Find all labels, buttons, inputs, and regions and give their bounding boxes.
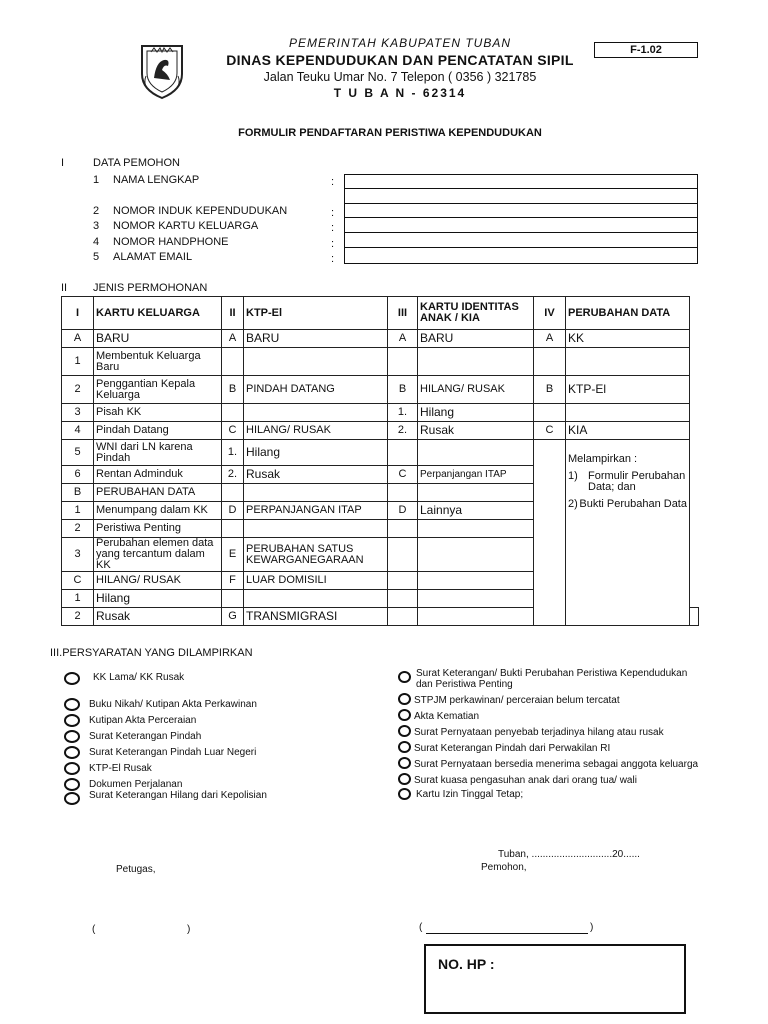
- col-header-perubahan: PERUBAHAN DATA: [566, 297, 690, 330]
- empty-cell: [244, 484, 388, 502]
- empty-cell: [534, 608, 566, 626]
- kia-option[interactable]: Perpanjangan ITAP: [418, 466, 534, 484]
- col-num-perubahan: IV: [534, 297, 566, 330]
- melampirkan-text: Bukti Perubahan Data: [579, 498, 687, 510]
- kk-num: C: [62, 572, 94, 590]
- empty-cell: [222, 484, 244, 502]
- requirement-right: Surat kuasa pengasuhan anak dari orang tua/ wali: [414, 775, 637, 786]
- melampirkan-cell: [566, 440, 690, 626]
- tuban-emblem-icon: [138, 40, 186, 100]
- ktp-option[interactable]: Hilang: [244, 440, 388, 466]
- kia-option[interactable]: HILANG/ RUSAK: [418, 376, 534, 404]
- col-num-kk: I: [62, 297, 94, 330]
- empty-cell: [534, 484, 566, 502]
- kk-num: 1: [62, 502, 94, 520]
- ktp-option[interactable]: PINDAH DATANG: [244, 376, 388, 404]
- nik-input[interactable]: [344, 203, 698, 218]
- ktp-option[interactable]: HILANG/ RUSAK: [244, 422, 388, 440]
- requirement-right: Surat Keterangan Pindah dari Perwakilan RI: [414, 743, 611, 754]
- col-header-ktp: KTP-El: [244, 297, 388, 330]
- kk-num: 3: [62, 404, 94, 422]
- ktp-num: B: [222, 376, 244, 404]
- field-label-kk-number: NOMOR KARTU KELUARGA: [113, 220, 259, 232]
- melampirkan-text: Formulir Perubahan Data; dan: [588, 470, 686, 493]
- kk-number-input[interactable]: [344, 218, 698, 233]
- requirement-left: Dokumen Perjalanan: [89, 779, 183, 790]
- empty-cell: [418, 538, 534, 572]
- empty-cell: [418, 520, 534, 538]
- empty-cell: [388, 484, 418, 502]
- ktp-option[interactable]: PERPANJANGAN ITAP: [244, 502, 388, 520]
- signature-date: Tuban, .............................20......: [498, 849, 640, 860]
- empty-cell: [566, 404, 690, 422]
- empty-cell: [690, 608, 699, 626]
- kk-option[interactable]: Pisah KK: [94, 404, 222, 422]
- ktp-option[interactable]: BARU: [244, 330, 388, 348]
- checkbox-circle[interactable]: [398, 757, 411, 769]
- checkbox-circle[interactable]: [64, 730, 80, 743]
- field-label-full-name: NAMA LENGKAP: [113, 174, 200, 186]
- kk-num: 1: [62, 590, 94, 608]
- kk-option[interactable]: Rusak: [94, 608, 222, 626]
- checkbox-circle[interactable]: [64, 762, 80, 775]
- colon: :: [331, 222, 335, 234]
- kk-option[interactable]: Hilang: [94, 590, 222, 608]
- field-num-5: 5: [93, 251, 100, 263]
- kia-num: 2.: [388, 422, 418, 440]
- section2-roman: II: [61, 282, 68, 294]
- empty-cell: [534, 520, 566, 538]
- empty-cell: [534, 440, 566, 466]
- checkbox-circle[interactable]: [398, 773, 411, 785]
- checkbox-circle[interactable]: [398, 709, 411, 721]
- kia-option[interactable]: Lainnya: [418, 502, 534, 520]
- ktp-num: F: [222, 572, 244, 590]
- signature-petugas-label: Petugas,: [116, 864, 156, 875]
- checkbox-circle[interactable]: [398, 788, 411, 800]
- kia-num: 1.: [388, 404, 418, 422]
- section3-title: III.PERSYARATAN YANG DILAMPIRKAN: [50, 647, 253, 659]
- requirement-left: Kutipan Akta Perceraian: [89, 715, 197, 726]
- empty-cell: [418, 572, 534, 590]
- field-num-4: 4: [93, 236, 100, 248]
- kk-option[interactable]: WNI dari LN karena Pindah: [94, 440, 222, 466]
- melampirkan-num: 1): [568, 470, 578, 482]
- kk-option[interactable]: Rentan Adminduk: [94, 466, 222, 484]
- empty-cell: [222, 404, 244, 422]
- field-num-1: 1: [93, 174, 100, 186]
- colon: :: [331, 176, 335, 188]
- kk-num: B: [62, 484, 94, 502]
- checkbox-circle[interactable]: [398, 671, 411, 683]
- perubahan-num: C: [534, 422, 566, 440]
- kia-num: A: [388, 330, 418, 348]
- pemohon-open-paren: (: [419, 922, 423, 933]
- kia-option[interactable]: Rusak: [418, 422, 534, 440]
- email-input[interactable]: [344, 248, 698, 264]
- checkbox-circle[interactable]: [64, 746, 80, 759]
- header-agency: DINAS KEPENDUDUKAN DAN PENCATATAN SIPIL: [226, 52, 574, 68]
- ktp-option[interactable]: TRANSMIGRASI: [244, 608, 388, 626]
- melampirkan-item: [568, 499, 687, 510]
- kk-num: 3: [62, 538, 94, 572]
- kk-num: 2: [62, 376, 94, 404]
- empty-cell: [534, 502, 566, 520]
- kk-num: 4: [62, 422, 94, 440]
- kia-option[interactable]: BARU: [418, 330, 534, 348]
- kk-option[interactable]: Peristiwa Penting: [94, 520, 222, 538]
- empty-cell: [418, 348, 534, 376]
- phone-number-label: NO. HP :: [438, 956, 495, 972]
- ktp-option[interactable]: Rusak: [244, 466, 388, 484]
- handphone-input[interactable]: [344, 233, 698, 248]
- field-num-2: 2: [93, 205, 100, 217]
- ktp-num: G: [222, 608, 244, 626]
- ktp-option[interactable]: PERUBAHAN SATUS KEWARGANEGARAAN: [244, 538, 388, 572]
- empty-cell: [534, 348, 566, 376]
- perubahan-num: A: [534, 330, 566, 348]
- kk-option[interactable]: Membentuk Keluarga Baru: [94, 348, 222, 376]
- petugas-open-paren: (: [92, 924, 96, 935]
- empty-cell: [534, 572, 566, 590]
- checkbox-circle[interactable]: [398, 725, 411, 737]
- perubahan-option[interactable]: KTP-El: [566, 376, 690, 404]
- perubahan-option[interactable]: KIA: [566, 422, 690, 440]
- requirement-left: KTP-El Rusak: [89, 763, 152, 774]
- empty-cell: [222, 348, 244, 376]
- requirement-left: Surat Keterangan Pindah: [89, 731, 202, 742]
- requirement-right: Surat Keterangan/ Bukti Perubahan Peristiwa Kependudukan dan Peristiwa Penting: [416, 668, 688, 690]
- petugas-close-paren: ): [187, 924, 191, 935]
- empty-cell: [418, 608, 534, 626]
- requirement-right: Akta Kematian: [414, 711, 480, 722]
- empty-cell: [388, 608, 418, 626]
- ktp-num: 1.: [222, 440, 244, 466]
- pemohon-close-paren: ): [590, 922, 594, 933]
- kk-option[interactable]: Perubahan elemen data yang tercantum dalam KK: [94, 538, 222, 572]
- header-city: T U B A N - 62314: [333, 86, 467, 100]
- kk-option[interactable]: Menumpang dalam KK: [94, 502, 222, 520]
- empty-cell: [244, 348, 388, 376]
- section1-title: DATA PEMOHON: [93, 157, 180, 169]
- empty-cell: [418, 484, 534, 502]
- kk-num: 2: [62, 608, 94, 626]
- ktp-num: E: [222, 538, 244, 572]
- kia-num: D: [388, 502, 418, 520]
- requirement-left: Surat Keterangan Pindah Luar Negeri: [89, 747, 257, 758]
- header-government: PEMERINTAH KABUPATEN TUBAN: [288, 36, 512, 50]
- colon: :: [331, 238, 335, 250]
- kk-option[interactable]: Penggantian Kepala Keluarga: [94, 376, 222, 404]
- empty-cell: [388, 590, 418, 608]
- phone-number-box[interactable]: [424, 944, 686, 1014]
- requirement-left: Surat Keterangan Hilang dari Kepolisian: [89, 790, 267, 801]
- perubahan-option[interactable]: KK: [566, 330, 690, 348]
- field-num-3: 3: [93, 220, 100, 232]
- checkbox-circle[interactable]: [64, 792, 80, 805]
- melampirkan-item: [568, 471, 687, 493]
- checkbox-circle[interactable]: [64, 778, 80, 791]
- requirement-left: KK Lama/ KK Rusak: [93, 672, 185, 683]
- colon: :: [331, 207, 335, 219]
- checkbox-circle[interactable]: [64, 698, 80, 711]
- empty-cell: [418, 440, 534, 466]
- empty-cell: [534, 590, 566, 608]
- empty-cell: [418, 590, 534, 608]
- empty-cell: [388, 348, 418, 376]
- col-header-kk: KARTU KELUARGA: [94, 297, 222, 330]
- empty-cell: [388, 440, 418, 466]
- ktp-num: C: [222, 422, 244, 440]
- empty-cell: [244, 590, 388, 608]
- field-label-handphone: NOMOR HANDPHONE: [113, 236, 229, 248]
- kia-option[interactable]: Hilang: [418, 404, 534, 422]
- kk-option[interactable]: HILANG/ RUSAK: [94, 572, 222, 590]
- section2-title: JENIS PERMOHONAN: [93, 282, 208, 294]
- empty-cell: [388, 572, 418, 590]
- full-name-input-line1[interactable]: [344, 174, 698, 189]
- application-type-table: [61, 296, 699, 626]
- checkbox-circle[interactable]: [398, 741, 411, 753]
- pemohon-signature-line[interactable]: [426, 933, 588, 934]
- checkbox-circle[interactable]: [398, 693, 411, 705]
- signature-pemohon-label: Pemohon,: [481, 862, 527, 873]
- perubahan-num: B: [534, 376, 566, 404]
- checkbox-circle[interactable]: [64, 672, 80, 685]
- form-title: FORMULIR PENDAFTARAN PERISTIWA KEPENDUDUKAN: [238, 127, 542, 139]
- requirement-left: Buku Nikah/ Kutipan Akta Perkawinan: [89, 699, 257, 710]
- col-header-kia: KARTU IDENTITAS ANAK / KIA: [418, 297, 534, 330]
- field-label-email: ALAMAT EMAIL: [113, 251, 193, 263]
- kia-num: C: [388, 466, 418, 484]
- kia-num: B: [388, 376, 418, 404]
- empty-cell: [244, 520, 388, 538]
- ktp-num: D: [222, 502, 244, 520]
- empty-cell: [388, 538, 418, 572]
- melampirkan-label: Melampirkan :: [568, 453, 638, 465]
- form-code: F-1.02: [594, 42, 698, 58]
- empty-cell: [222, 590, 244, 608]
- empty-cell: [244, 404, 388, 422]
- empty-cell: [566, 348, 690, 376]
- full-name-input-line2[interactable]: [344, 188, 698, 204]
- melampirkan-num: 2): [568, 498, 578, 510]
- kk-option[interactable]: Pindah Datang: [94, 422, 222, 440]
- kk-num: 1: [62, 348, 94, 376]
- requirement-right: Surat Pernyataan penyebab terjadinya hilang atau rusak: [414, 727, 664, 738]
- empty-cell: [388, 520, 418, 538]
- ktp-option[interactable]: LUAR DOMISILI: [244, 572, 388, 590]
- empty-cell: [534, 538, 566, 572]
- checkbox-circle[interactable]: [64, 714, 80, 727]
- section1-roman: I: [61, 157, 65, 169]
- field-label-nik: NOMOR INDUK KEPENDUDUKAN: [113, 205, 288, 217]
- kk-num: A: [62, 330, 94, 348]
- kk-option[interactable]: PERUBAHAN DATA: [94, 484, 222, 502]
- empty-cell: [534, 404, 566, 422]
- kk-num: 5: [62, 440, 94, 466]
- ktp-num: A: [222, 330, 244, 348]
- header-address: Jalan Teuku Umar No. 7 Telepon ( 0356 ) 321785: [263, 70, 537, 84]
- requirement-right: Kartu Izin Tinggal Tetap;: [416, 789, 524, 800]
- kk-num: 6: [62, 466, 94, 484]
- colon: :: [331, 253, 335, 265]
- requirement-right: STPJM perkawinan/ perceraian belum tercatat: [414, 695, 620, 706]
- empty-cell: [534, 466, 566, 484]
- empty-cell: [222, 520, 244, 538]
- kk-num: 2: [62, 520, 94, 538]
- requirement-right: Surat Pernyataan bersedia menerima sebagai anggota keluarga: [414, 759, 699, 770]
- kk-option[interactable]: BARU: [94, 330, 222, 348]
- col-num-ktp: II: [222, 297, 244, 330]
- col-num-kia: III: [388, 297, 418, 330]
- ktp-num: 2.: [222, 466, 244, 484]
